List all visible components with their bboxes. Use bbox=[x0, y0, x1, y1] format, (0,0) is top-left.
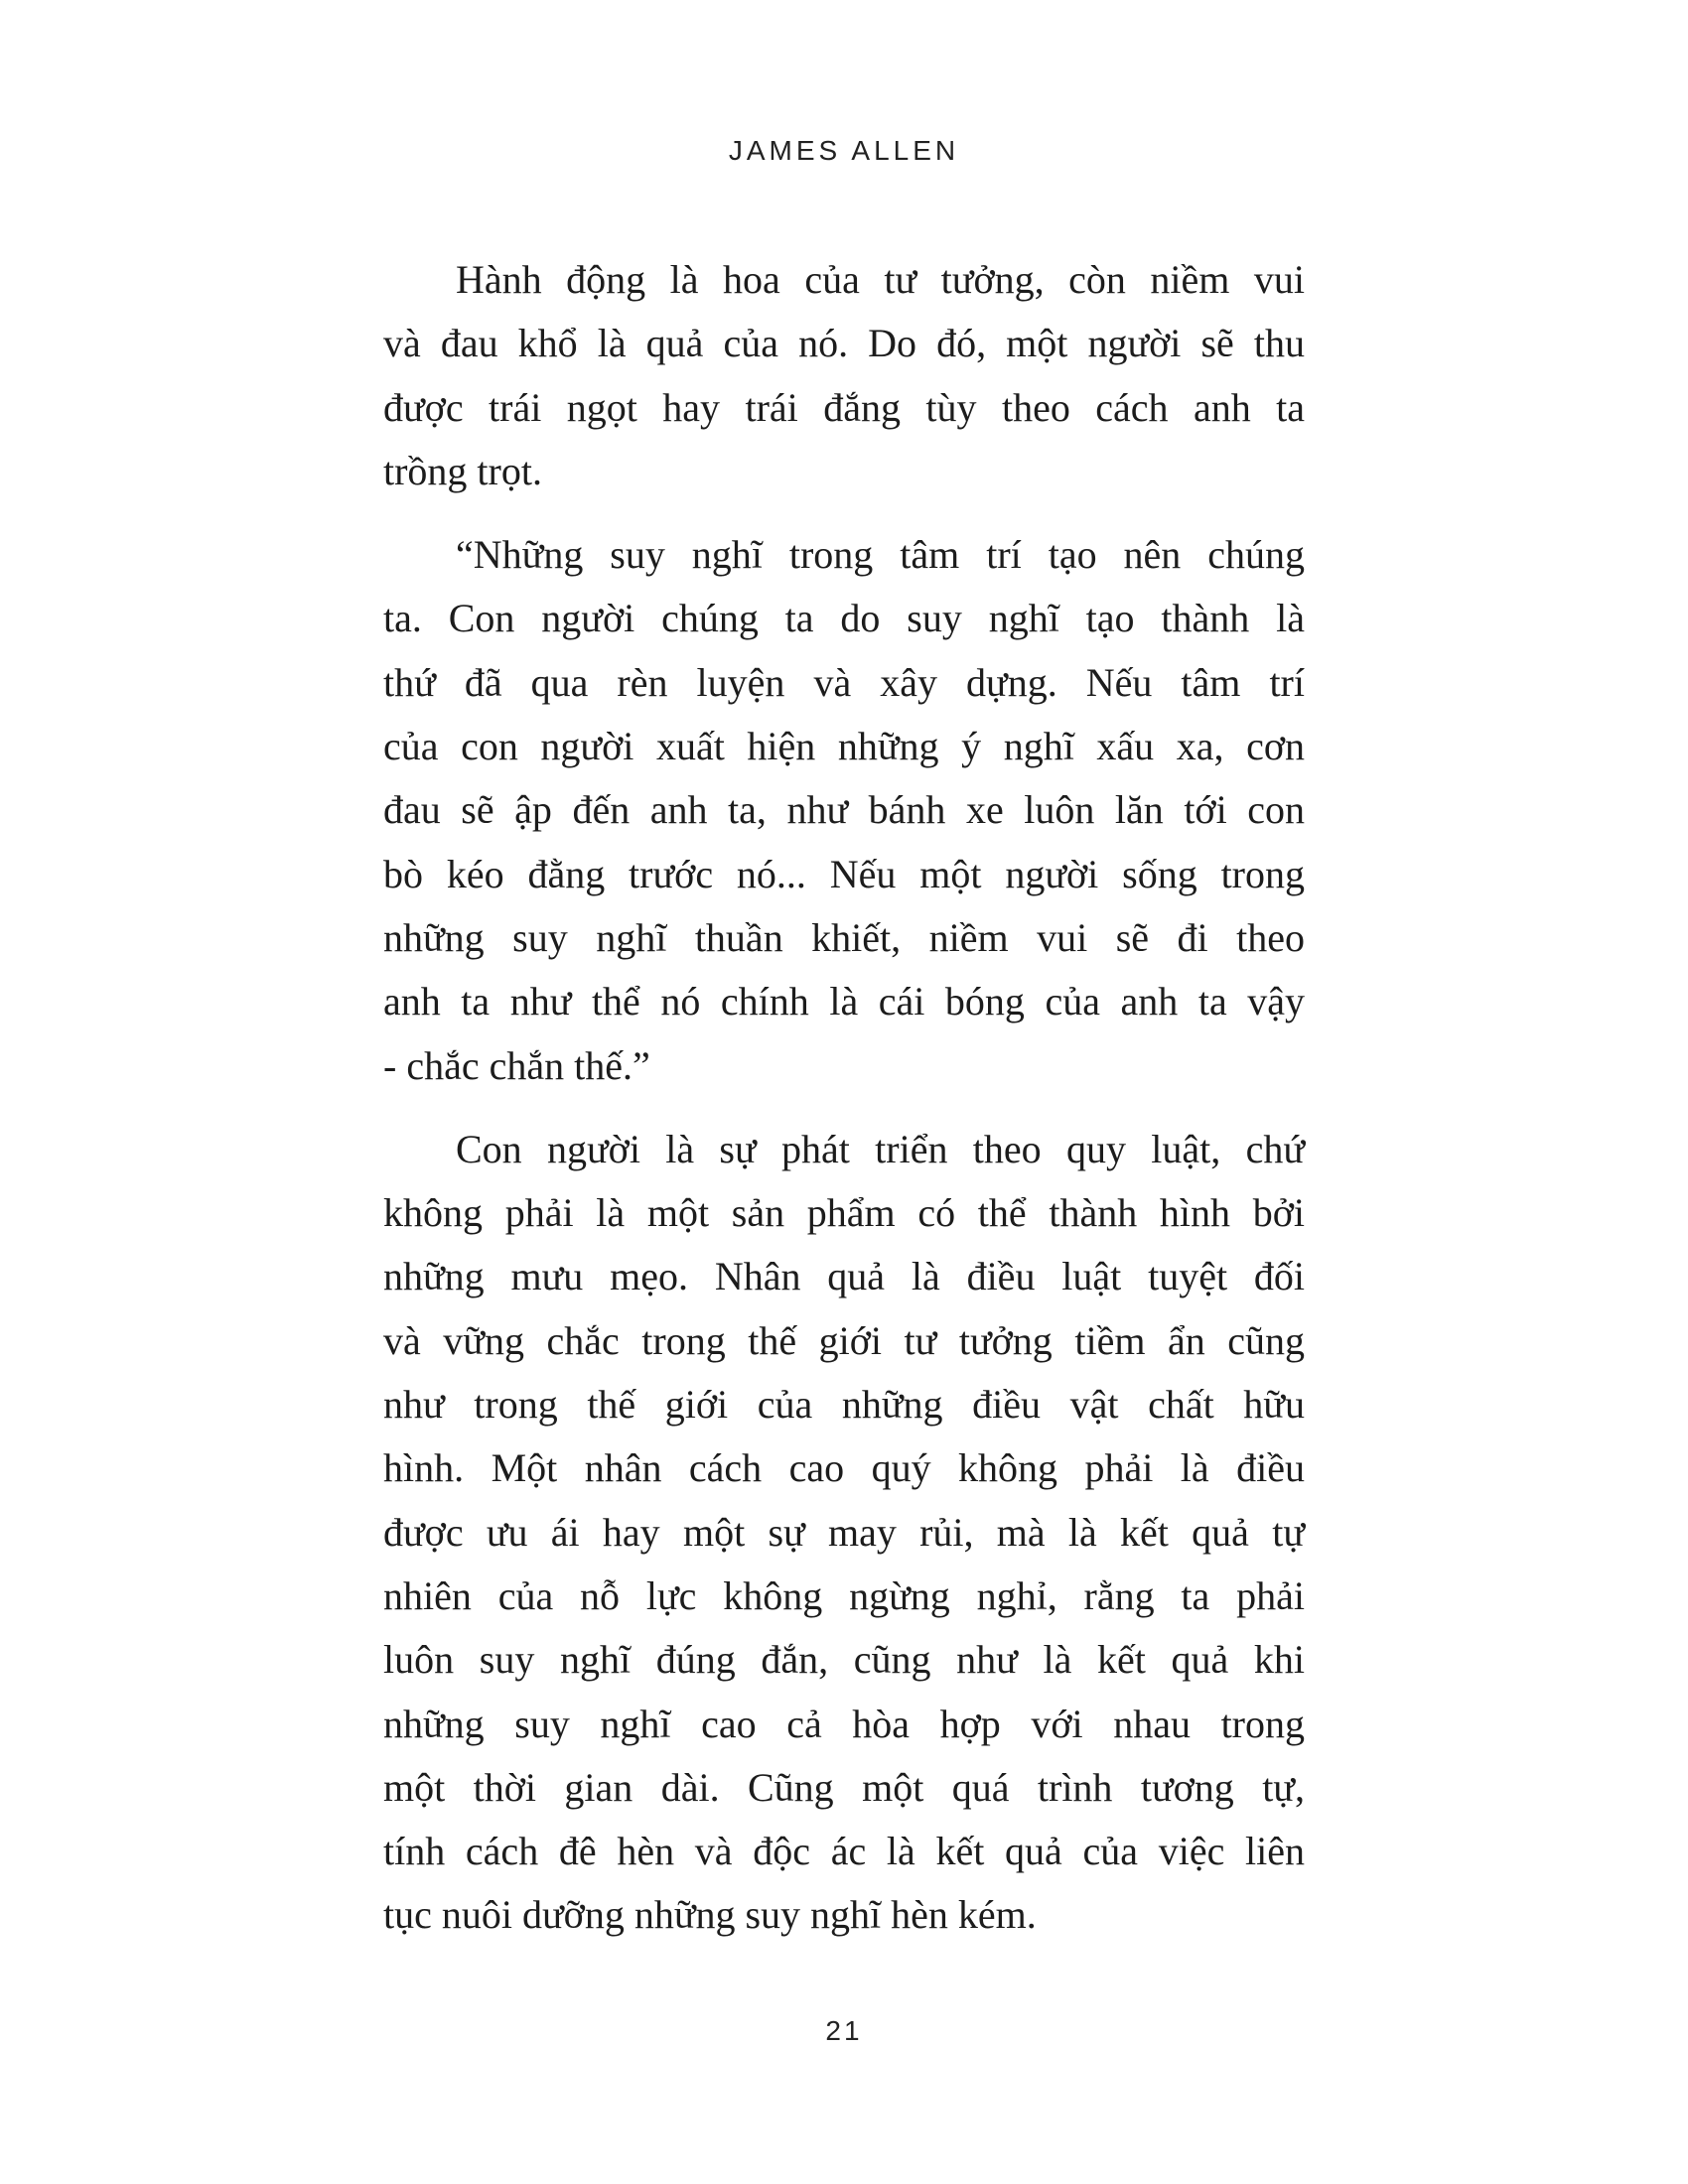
text-line: “Những suy nghĩ trong tâm trí tạo nên chúng bbox=[456, 532, 1305, 578]
text-line: một thời gian dài. Cũng một quá trình tương tự, bbox=[383, 1764, 1305, 1810]
text-line: trồng trọt. bbox=[383, 448, 542, 493]
text-line: luôn suy nghĩ đúng đắn, cũng như là kết quả khi bbox=[383, 1637, 1305, 1683]
text-line: bò kéo đằng trước nó... Nếu một người sống trong bbox=[383, 851, 1305, 896]
text-line: anh ta như thể nó chính là cái bóng của anh ta vậy bbox=[383, 979, 1305, 1024]
text-line: hình. Một nhân cách cao quý không phải là điều bbox=[383, 1445, 1305, 1491]
text-line: được ưu ái hay một sự may rủi, mà là kết quả tự bbox=[383, 1509, 1305, 1555]
text-line: được trái ngọt hay trái đắng tùy theo cách anh ta bbox=[383, 384, 1305, 430]
text-line: tính cách đê hèn và độc ác là kết quả của việc liên bbox=[383, 1829, 1305, 1874]
text-line: và đau khổ là quả của nó. Do đó, một người sẽ thu bbox=[383, 321, 1305, 366]
text-line: Hành động là hoa của tư tưởng, còn niềm vui bbox=[456, 257, 1305, 302]
paragraph-3 bbox=[383, 1118, 1305, 1948]
text-line: những mưu mẹo. Nhân quả là điều luật tuyệt đối bbox=[383, 1254, 1305, 1299]
text-line: như trong thế giới của những điều vật chất hữu bbox=[383, 1382, 1305, 1428]
page-number: 21 bbox=[825, 2015, 863, 2046]
text-line: thứ đã qua rèn luyện và xây dựng. Nếu tâm trí bbox=[383, 659, 1305, 705]
paragraph-1 bbox=[383, 248, 1305, 503]
text-line: nhiên của nỗ lực không ngừng nghỉ, rằng ta phải bbox=[383, 1572, 1305, 1618]
text-line: - chắc chắn thế.” bbox=[383, 1042, 650, 1088]
text-line: đau sẽ ập đến anh ta, như bánh xe luôn lăn tới con bbox=[383, 787, 1305, 833]
text-line: của con người xuất hiện những ý nghĩ xấu xa, cơn bbox=[383, 724, 1305, 769]
text-line: và vững chắc trong thế giới tư tưởng tiềm ẩn cũng bbox=[383, 1317, 1305, 1363]
paragraph-2 bbox=[383, 523, 1305, 1098]
text-line: tục nuôi dưỡng những suy nghĩ hèn kém. bbox=[383, 1892, 1037, 1938]
running-head: JAMES ALLEN bbox=[728, 135, 960, 166]
text-line: những suy nghĩ cao cả hòa hợp với nhau trong bbox=[383, 1701, 1305, 1746]
body-text bbox=[383, 248, 1305, 1968]
text-line: không phải là một sản phẩm có thể thành hình bởi bbox=[383, 1190, 1305, 1236]
text-line: những suy nghĩ thuần khiết, niềm vui sẽ đi theo bbox=[383, 914, 1305, 960]
text-line: Con người là sự phát triển theo quy luật, chứ bbox=[456, 1126, 1305, 1171]
text-line: ta. Con người chúng ta do suy nghĩ tạo thành là bbox=[383, 596, 1305, 641]
